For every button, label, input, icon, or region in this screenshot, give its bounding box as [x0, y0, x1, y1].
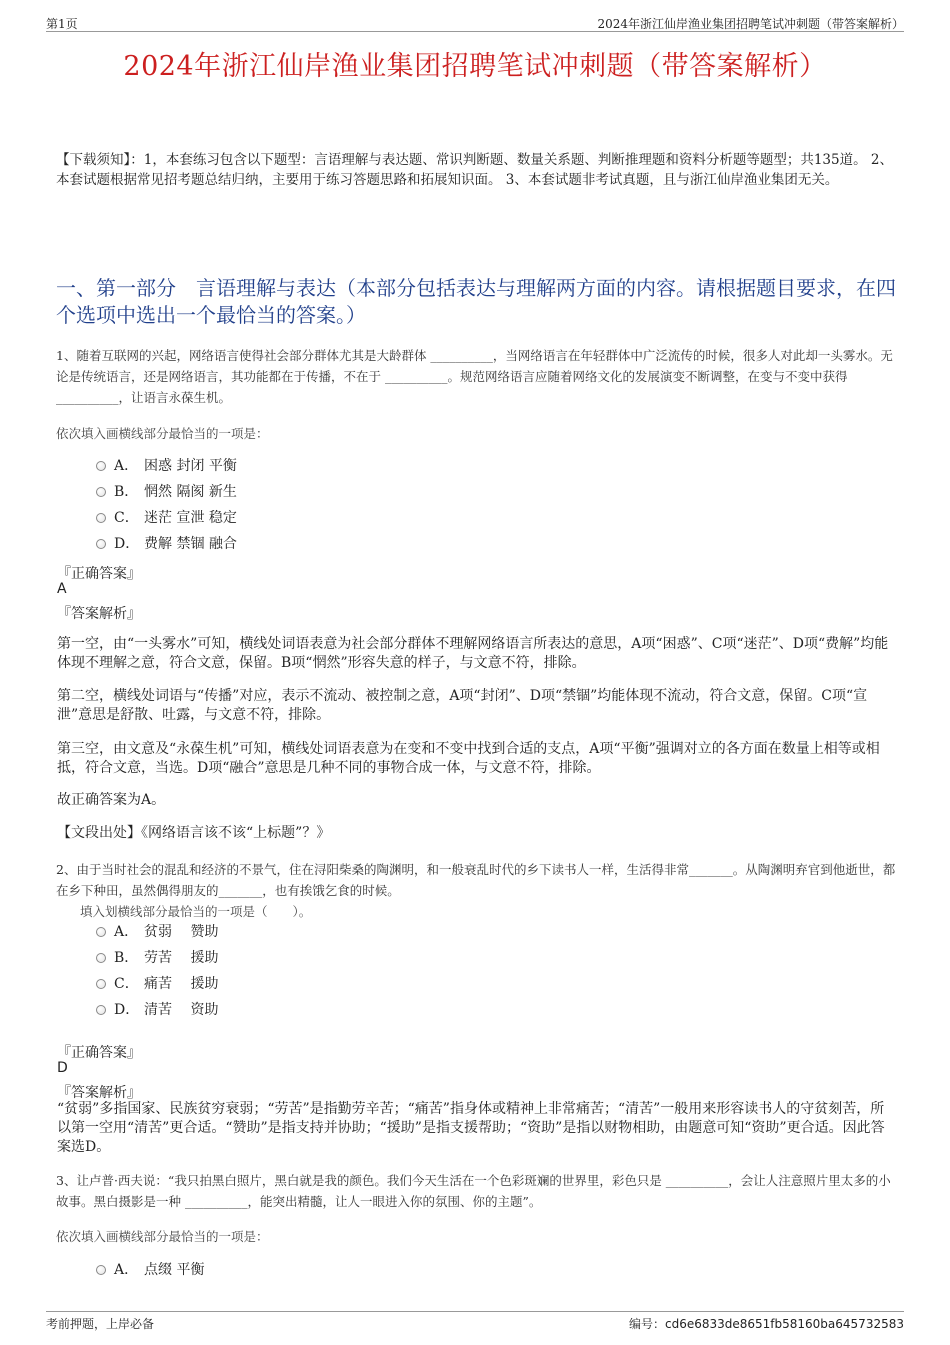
q1-source: 【文段出处】《网络语言该不该“上标题”？》: [57, 825, 331, 841]
page-number: 第1页: [46, 17, 78, 31]
q3-stem: 3、让卢普·西夫说：“我只拍黑白照片，黑白就是我的颜色。我们今天生活在一个色彩斑斓的世界里，彩色只是 __________，会让人注意照片里太多的小故事。黑白摄影是一种 __________，能突出精髓，让人一眼进入你的氛围、你的主题”。: [56, 1173, 891, 1209]
radio-icon[interactable]: [96, 1005, 106, 1015]
radio-icon[interactable]: [96, 927, 106, 937]
q2-answer: D: [57, 1060, 68, 1076]
q2-option-a[interactable]: A． 贫弱 赞助: [96, 922, 218, 942]
q1-analysis-para-1: 第一空，由“一头雾水”可知，横线处词语表意为社会部分群体不理解网络语言所表达的意思，A项“困惑”、C项“迷茫”、D项“费解”均能体现不理解之意，符合文意，保留。B项“惘然”形容失意的样子，与文意不符，排除。: [57, 636, 889, 671]
q1-correct-label: 『正确答案』: [57, 566, 141, 582]
radio-icon[interactable]: [96, 461, 106, 471]
q2-analysis: “贫弱”多指国家、民族贫穷衰弱；“劳苦”是指勤劳辛苦；“痛苦”指身体或精神上非常痛苦；“清苦”一般用来形容读书人的守贫刻苦，所以第一空用“清苦”更合适。“赞助”是指支持并协助；“援助”是指支援帮助；“资助”是指以财物相助，由题意可知“资助”更合适。因此答案选D。: [57, 1101, 885, 1155]
footer-slogan: 考前押题，上岸必备: [46, 1317, 155, 1331]
footer-code-value: cd6e6833de8651fb58160ba645732583: [664, 1317, 904, 1331]
q2-correct-label: 『正确答案』: [57, 1045, 141, 1061]
footer-code-label: 编号：: [628, 1317, 665, 1331]
q3-prompt: 依次填入画横线部分最恰当的一项是：: [56, 1229, 269, 1244]
footer-code: [629, 1315, 904, 1332]
q2-analysis-label: 『答案解析』: [57, 1085, 141, 1101]
download-notice: 【下载须知】：1，本套练习包含以下题型：言语理解与表达题、常识判断题、数量关系题、判断推理题和资料分析题等题型；共135道。 2、本套试题根据常见招考题总结归纳，主要用于练习答题思路和拓展知识面。 3、本套试题非考试真题，且与浙江仙岸渔业集团无关。: [56, 152, 893, 188]
q1-prompt: 依次填入画横线部分最恰当的一项是：: [56, 426, 269, 441]
radio-icon[interactable]: [96, 513, 106, 523]
q1-analysis-para-2: 第二空，横线处词语与“传播”对应，表示不流动、被控制之意，A项“封闭”、D项“禁锢”均能体现不流动，符合文意，保留。C项“宣泄”意思是舒散、吐露，与文意不符，排除。: [57, 688, 868, 723]
q3-option-a[interactable]: A． 点缀 平衡: [96, 1260, 204, 1280]
q2-stem: 2、由于当时社会的混乱和经济的不景气，住在浔阳柴桑的陶渊明，和一般衰乱时代的乡下读书人一样，生活得非常_______。从陶渊明弃官到他逝世，都在乡下种田，虽然偶得朋友的_______，也有挨饿乞食的时候。: [56, 862, 896, 898]
section-title: 一、第一部分 言语理解与表达（本部分包括表达与理解两方面的内容。请根据题目要求，在四个选项中选出一个最恰当的答案。）: [56, 276, 896, 327]
radio-icon[interactable]: [96, 979, 106, 989]
q1-option-c[interactable]: C． 迷茫 宣泄 稳定: [96, 508, 237, 528]
q1-analysis-conclusion: 故正确答案为A。: [57, 792, 166, 808]
q2-option-d[interactable]: D． 清苦 资助: [96, 1000, 218, 1020]
header-doc-title: 2024年浙江仙岸渔业集团招聘笔试冲刺题（带答案解析）: [597, 17, 904, 31]
radio-icon[interactable]: [96, 1265, 106, 1275]
q1-analysis-label: 『答案解析』: [57, 606, 141, 622]
q1-stem: 1、随着互联网的兴起，网络语言使得社会部分群体尤其是大龄群体 __________，当网络语言在年轻群体中广泛流传的时候，很多人对此却一头雾水。无论是传统语言，还是网络语言，其功能都在于传播，不在于 __________。规范网络语言应随着网络文化的发展演变不断调整，在变与不变中获得 __________，让语言永葆生机。: [56, 348, 893, 405]
page-footer: [46, 1311, 904, 1331]
q2-option-b[interactable]: B． 劳苦 援助: [96, 948, 218, 968]
q1-option-a[interactable]: A． 困惑 封闭 平衡: [96, 456, 237, 476]
q2-prompt: 填入划横线部分最恰当的一项是（ ）。: [80, 904, 312, 919]
q2-option-c[interactable]: C． 痛苦 援助: [96, 974, 218, 994]
q1-answer: A: [57, 581, 67, 597]
radio-icon[interactable]: [96, 487, 106, 497]
radio-icon[interactable]: [96, 539, 106, 549]
radio-icon[interactable]: [96, 953, 106, 963]
q1-option-b[interactable]: B． 惘然 隔阂 新生: [96, 482, 237, 502]
q1-analysis-para-3: 第三空，由文意及“永葆生机”可知，横线处词语表意为在变和不变中找到合适的支点，A项“平衡”强调对立的各方面在数量上相等或相抵，符合文意，当选。D项“融合”意思是几种不同的事物合成一体，与文意不符，排除。: [57, 741, 880, 776]
q1-option-d[interactable]: D． 费解 禁锢 融合: [96, 534, 237, 554]
document-title: 2024年浙江仙岸渔业集团招聘笔试冲刺题（带答案解析）: [123, 51, 827, 82]
page-header: [46, 14, 904, 32]
